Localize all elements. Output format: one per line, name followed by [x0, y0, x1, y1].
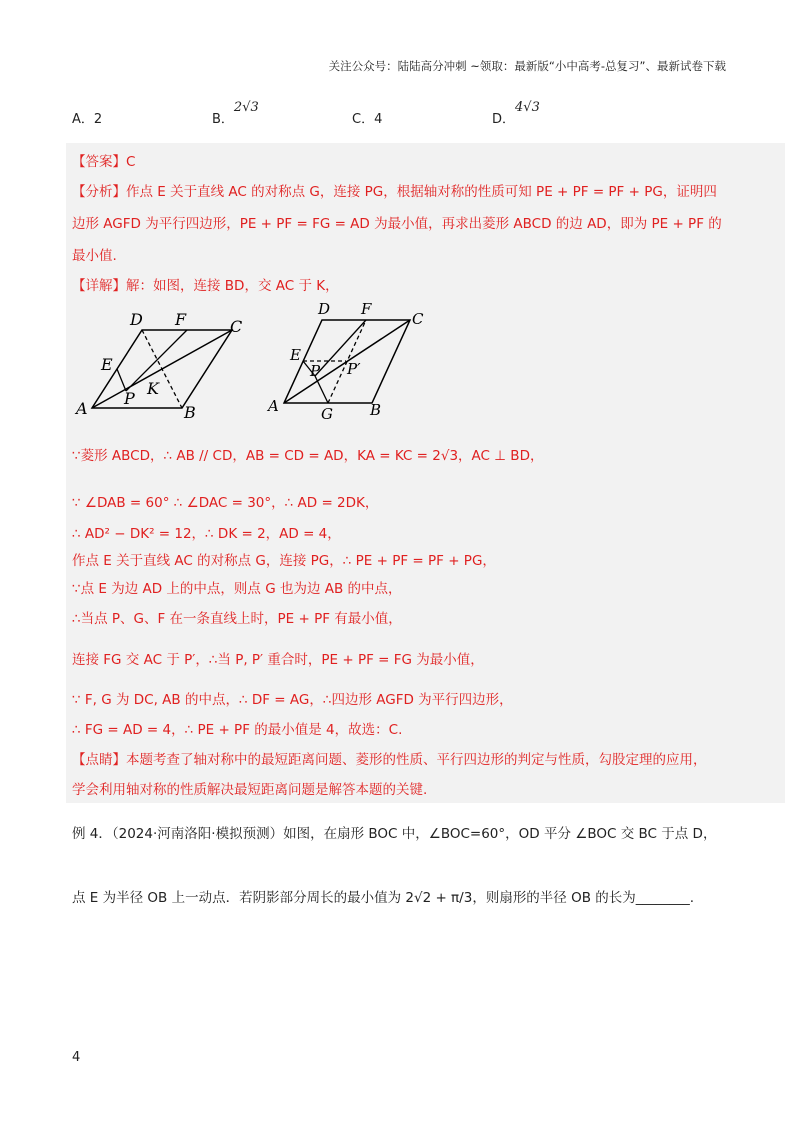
step-2: ∵ ∠DAB = 60° ∴ ∠DAC = 30°，∴ AD = 2DK， — [72, 495, 379, 511]
fig2-label-f: F — [361, 300, 372, 318]
step-8: ∵ F, G 为 DC, AB 的中点，∴ DF = AG，∴四边形 AGFD 为平行四边形， — [72, 692, 513, 708]
figure-rhombus-2 — [262, 298, 442, 428]
figure-rhombus-1 — [70, 300, 270, 425]
option-b — [212, 100, 259, 127]
step-7: 连接 FG 交 AC 于 P′，∴当 P, P′ 重合时，PE + PF = FG 为最小值， — [72, 652, 484, 668]
segment-pe — [117, 369, 126, 391]
step-6: ∴当点 P、G、F 在一条直线上时，PE + PF 有最小值， — [72, 611, 402, 627]
example-line-2: 点 E 为半径 OB 上一动点．若阴影部分周长的最小值为 2√2 + π/3，则扇形的半径 OB 的长为________. — [72, 890, 695, 906]
fig2-label-p: P — [310, 362, 321, 380]
step-3: ∴ AD² − DK² = 12，∴ DK = 2，AD = 4， — [72, 526, 341, 542]
option-b-letter: B． — [212, 112, 234, 127]
step-5: ∵点 E 为边 AD 上的中点，则点 G 也为边 AB 的中点， — [72, 581, 402, 597]
fig2-label-a: A — [268, 397, 279, 415]
detail-line: 【详解】解：如图，连接 BD，交 AC 于 K， — [72, 278, 339, 294]
comment-line-1: 【点睛】本题考查了轴对称中的最短距离问题、菱形的性质、平行四边形的判定与性质，勾股定理的应用， — [72, 752, 707, 768]
page-header: 关注公众号：陆陆高分冲刺 ~领取：最新版“小中高考-总复习”、最新试卷下载 — [328, 59, 726, 73]
analysis-line-1: 【分析】作点 E 关于直线 AC 的对称点 G，连接 PG，根据轴对称的性质可知 PE + PF = PF + PG，证明四 — [72, 184, 717, 200]
fig2-label-d: D — [318, 300, 331, 318]
option-d — [492, 100, 540, 127]
segment-pg-2 — [315, 376, 328, 403]
example-line-1: 例 4．（2024·河南洛阳·模拟预测）如图，在扇形 BOC 中，∠BOC=60°，OD 平分 ∠BOC 交 BC 于点 D， — [72, 826, 717, 842]
option-d-value: 4√3 — [515, 100, 540, 115]
step-9: ∴ FG = AD = 4，∴ PE + PF 的最小值是 4，故选：C. — [72, 722, 403, 738]
answer-line: 【答案】C — [72, 154, 136, 170]
option-d-letter: D． — [492, 112, 516, 127]
fig1-label-b: B — [184, 403, 196, 422]
fig2-label-p-prime: P′ — [347, 360, 361, 378]
fig2-label-b: B — [370, 401, 382, 419]
fig2-label-e: E — [290, 346, 301, 364]
fig1-label-p: P — [124, 389, 135, 408]
analysis-line-2: 边形 AGFD 为平行四边形，PE + PF = FG = AD 为最小值，再求出菱形 ABCD 的边 AD，即为 PE + PF 的 — [72, 216, 722, 232]
fig2-label-g: G — [321, 405, 333, 423]
fig1-label-k: K — [147, 379, 159, 398]
step-4: 作点 E 关于直线 AC 的对称点 G，连接 PG，∴ PE + PF = PF + PG， — [72, 553, 496, 569]
option-b-value: 2√3 — [233, 100, 259, 115]
analysis-line-3: 最小值. — [72, 248, 117, 264]
step-1: ∵菱形 ABCD，∴ AB // CD，AB = CD = AD，KA = KC = 2√3，AC ⊥ BD， — [72, 448, 544, 464]
fig1-label-f: F — [175, 310, 187, 329]
option-c: C．4 — [352, 112, 383, 127]
comment-line-2: 学会利用轴对称的性质解决最短距离问题是解答本题的关键. — [72, 782, 428, 798]
fig1-label-a: A — [76, 399, 88, 418]
fig1-label-d: D — [130, 310, 143, 329]
fig1-label-e: E — [101, 355, 113, 374]
page-number: 4 — [72, 1050, 81, 1065]
option-a: A．2 — [72, 112, 103, 127]
fig1-label-c: C — [230, 317, 243, 336]
fig2-label-c: C — [412, 310, 424, 328]
